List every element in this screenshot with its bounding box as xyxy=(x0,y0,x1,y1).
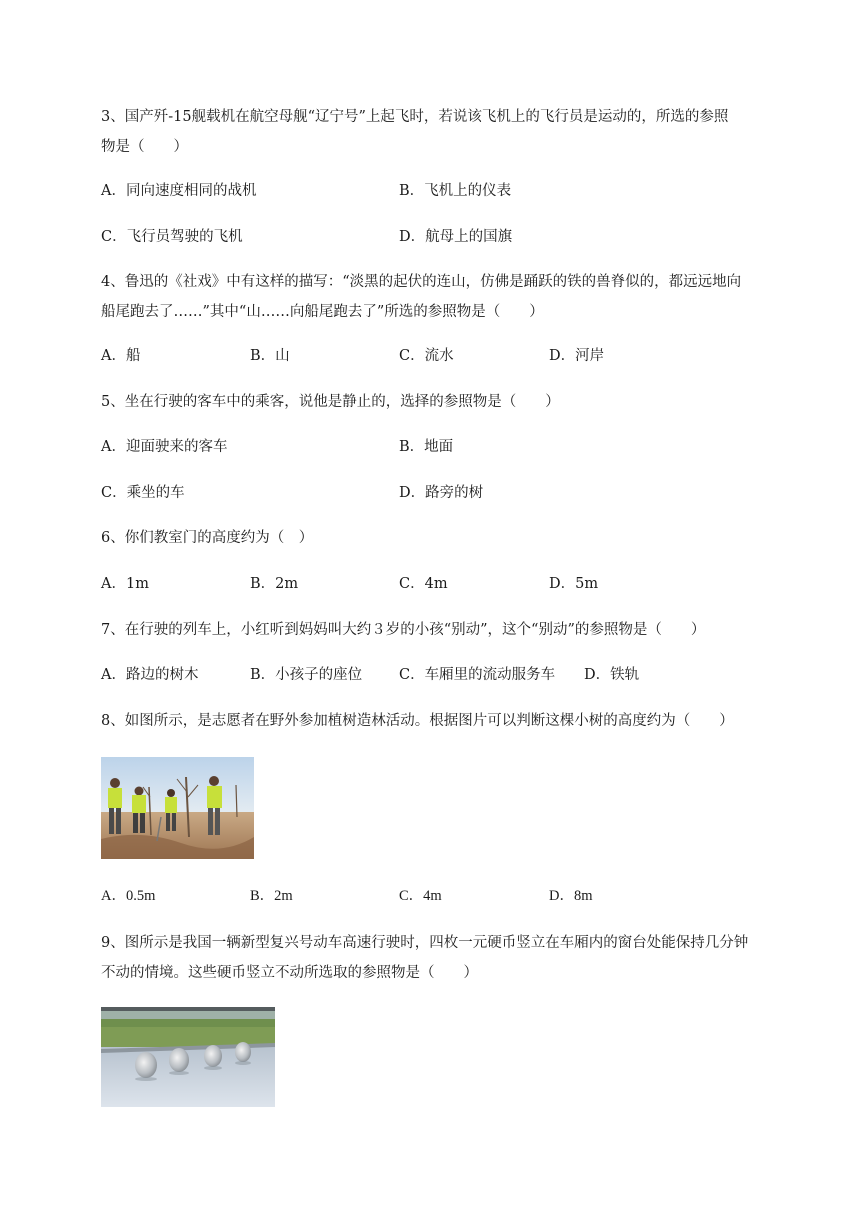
option-d[interactable]: D．8m xyxy=(549,888,593,904)
option-d[interactable]: D．5m xyxy=(549,576,599,592)
question-3-line-2: 物是（ ） xyxy=(101,139,188,155)
option-d[interactable]: D．河岸 xyxy=(549,348,605,364)
option-c[interactable]: C．4m xyxy=(399,888,442,904)
option-c[interactable]: C．车厢里的流动服务车 xyxy=(399,667,556,683)
question-8-line-1: 8、如图所示，是志愿者在野外参加植树造林活动。根据图片可以判断这棵小树的高度约为（ ） xyxy=(101,713,734,729)
question-9-line-1: 9、图所示是我国一辆新型复兴号动车高速行驶时，四枚一元硬币竖立在车厢内的窗台处能保持几分钟 xyxy=(101,935,749,951)
question-8 xyxy=(101,706,811,736)
option-a[interactable]: A．1m xyxy=(101,576,149,592)
option-d[interactable]: D．铁轨 xyxy=(584,667,640,683)
option-c[interactable]: C．4m xyxy=(399,576,448,592)
coins-on-windowsill-photo xyxy=(101,1007,275,1107)
option-a[interactable]: A．0.5m xyxy=(101,888,156,904)
question-7 xyxy=(101,615,811,645)
option-a[interactable]: A．路边的树木 xyxy=(101,667,199,683)
option-b[interactable]: B．地面 xyxy=(399,439,454,455)
question-5-line-1: 5、坐在行驶的客车中的乘客，说他是静止的，选择的参照物是（ ） xyxy=(101,394,560,410)
option-b[interactable]: B．2m xyxy=(250,576,299,592)
option-c[interactable]: C．飞行员驾驶的飞机 xyxy=(101,229,243,245)
question-3 xyxy=(101,102,811,162)
option-a[interactable]: A．迎面驶来的客车 xyxy=(101,439,228,455)
question-9-line-2: 不动的情境。这些硬币竖立不动所选取的参照物是（ ） xyxy=(101,965,478,981)
option-b[interactable]: B．小孩子的座位 xyxy=(250,667,363,683)
option-b[interactable]: B．飞机上的仪表 xyxy=(399,183,512,199)
question-4-line-2: 船尾跑去了……”其中“山……向船尾跑去了”所选的参照物是（ ） xyxy=(101,304,544,320)
question-5 xyxy=(101,387,811,417)
option-a[interactable]: A．船 xyxy=(101,348,141,364)
option-c[interactable]: C．流水 xyxy=(399,348,454,364)
option-d[interactable]: D．航母上的国旗 xyxy=(399,229,513,245)
question-6 xyxy=(101,523,811,553)
question-3-line-1: 3、国产歼-15舰载机在航空母舰“辽宁号”上起飞时，若说该飞机上的飞行员是运动的，所选的参照 xyxy=(101,109,729,125)
option-d[interactable]: D．路旁的树 xyxy=(399,485,484,501)
option-a[interactable]: A．同向速度相同的战机 xyxy=(101,183,257,199)
option-b[interactable]: B．山 xyxy=(250,348,290,364)
question-9 xyxy=(101,928,811,988)
option-b[interactable]: B．2m xyxy=(250,888,293,904)
option-c[interactable]: C．乘坐的车 xyxy=(101,485,185,501)
question-4-line-1: 4、鲁迅的《社戏》中有这样的描写：“淡黑的起伏的连山，仿佛是踊跃的铁的兽脊似的，都远远地向 xyxy=(101,274,742,290)
question-4 xyxy=(101,267,811,327)
question-6-line-1: 6、你们教室门的高度约为（ ） xyxy=(101,530,314,546)
tree-planting-photo xyxy=(101,757,254,859)
question-7-line-1: 7、在行驶的列车上，小红听到妈妈叫大约３岁的小孩“别动”，这个“别动”的参照物是（ ） xyxy=(101,622,706,638)
